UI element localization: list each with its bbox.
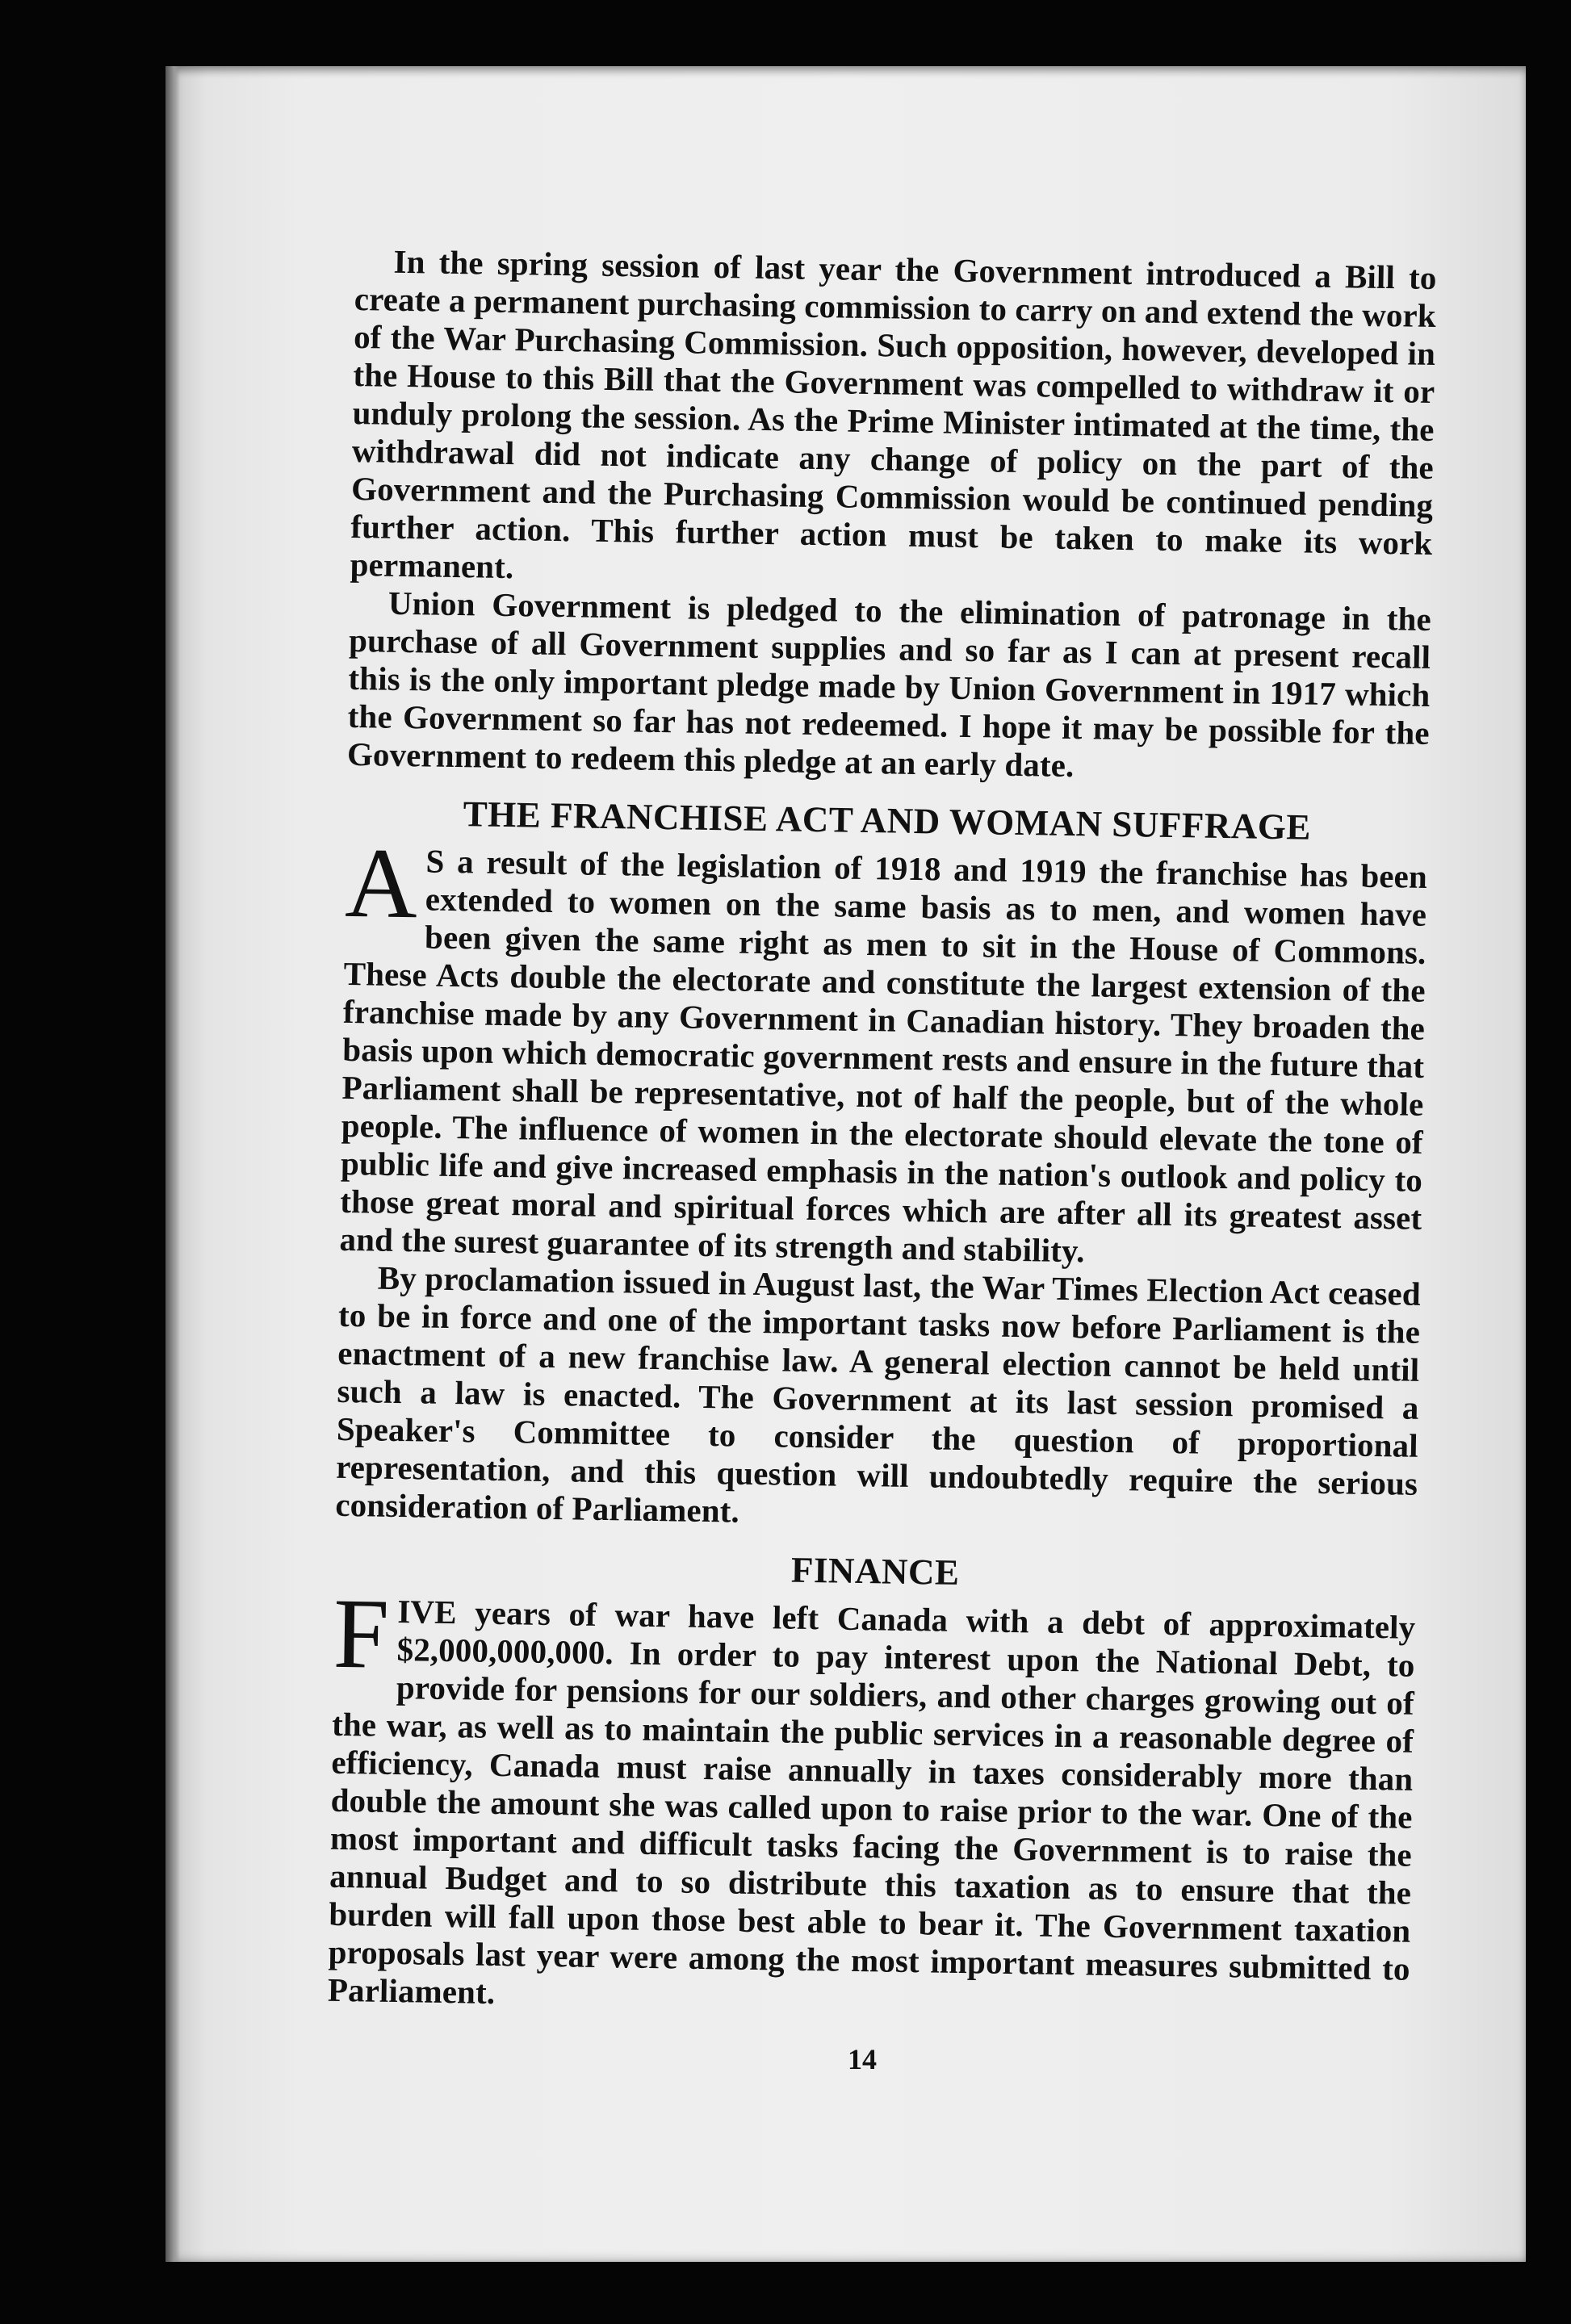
- dropcap-a: A: [344, 827, 419, 940]
- heading-franchise-act: THE FRANCHISE ACT AND WOMAN SUFFRAGE: [463, 794, 1312, 848]
- paragraph-finance: [327, 1577, 1416, 2026]
- dropcap-f: F: [332, 1577, 391, 1690]
- paragraph-franchise-extension-text: S a result of the legislation of 1918 and 1919 the franchise has been extended to women on the same basis as to men, and women have been given the same right as men to sit in the House of Commons. These Acts double the electorate and constitute the largest extension of the franchise made by any Government in Canadian history. They broaden the basis upon which democratic government rests and ensure in the future that Parliament shall be representative, not of half the people, but of the whole people. The influence of women in the electorate should elevate the tone of public life and give increased emphasis in the nation's outlook and policy to those great moral and spiritual forces which are after all its greatest asset and the surest guarantee of its strength and stability.: [339, 842, 1428, 1270]
- page-number: 14: [848, 2043, 877, 2075]
- paragraph-finance-text: IVE years of war have left Canada with a debt of approximately $2,000,000,000. In order to pay interest upon the National Debt, to provide for pensions for our soldiers, and other charges growing out of the war, as well as to maintain the public services in a reasonable degree of efficiency, Canada must raise annually in taxes considerably more than double the amount she was called upon to raise prior to the war. One of the most important and difficult tasks facing the Government is to raise the annual Budget and to so distribute this taxation as to ensure that the burden will fall upon those best able to bear it. The Government taxation proposals last year were among the most important measures submitted to Parliament.: [327, 1593, 1416, 2011]
- paragraph-purchasing-commission: In the spring session of last year the Government introduced a Bill to create a permanent purchasing commission to carry on and extend the work of the War Purchasing Commission. Such opposition, however, developed in the House to this Bill that the Government was compelled to withdraw it or unduly prolong the session. As the Prime Minister intimated at the time, the withdrawal did not indicate any change of policy on the part of the Government and the Purchasing Commission would be continued pending further action. This further action must be taken to make its work permanent.: [350, 242, 1437, 586]
- page-gutter-shadow: [165, 66, 180, 2262]
- page-content: [328, 242, 1437, 2026]
- paragraph-franchise-extension: [339, 827, 1428, 1275]
- paragraph-patronage-pledge: Union Government is pledged to the elimination of patronage in the purchase of all Government supplies and so far as I can at present recall this is the only important pledge made by Union Government in 1917 which the Government so far has not redeemed. I hope it may be possible for the Government to redeem this pledge at an early date.: [346, 584, 1432, 785]
- heading-finance: FINANCE: [790, 1549, 960, 1593]
- paragraph-war-times-election-act: By proclamation issued in August last, the War Times Election Act ceased to be in force and one of the important tasks now before Parliament is the enactment of a new franchise law. A general election cannot be held until such a law is enacted. The Government at its last session promised a Speaker's Committee to consider the question of proportional representation, and this question will undoubtedly require the serious consideration of Parliament.: [335, 1258, 1422, 1530]
